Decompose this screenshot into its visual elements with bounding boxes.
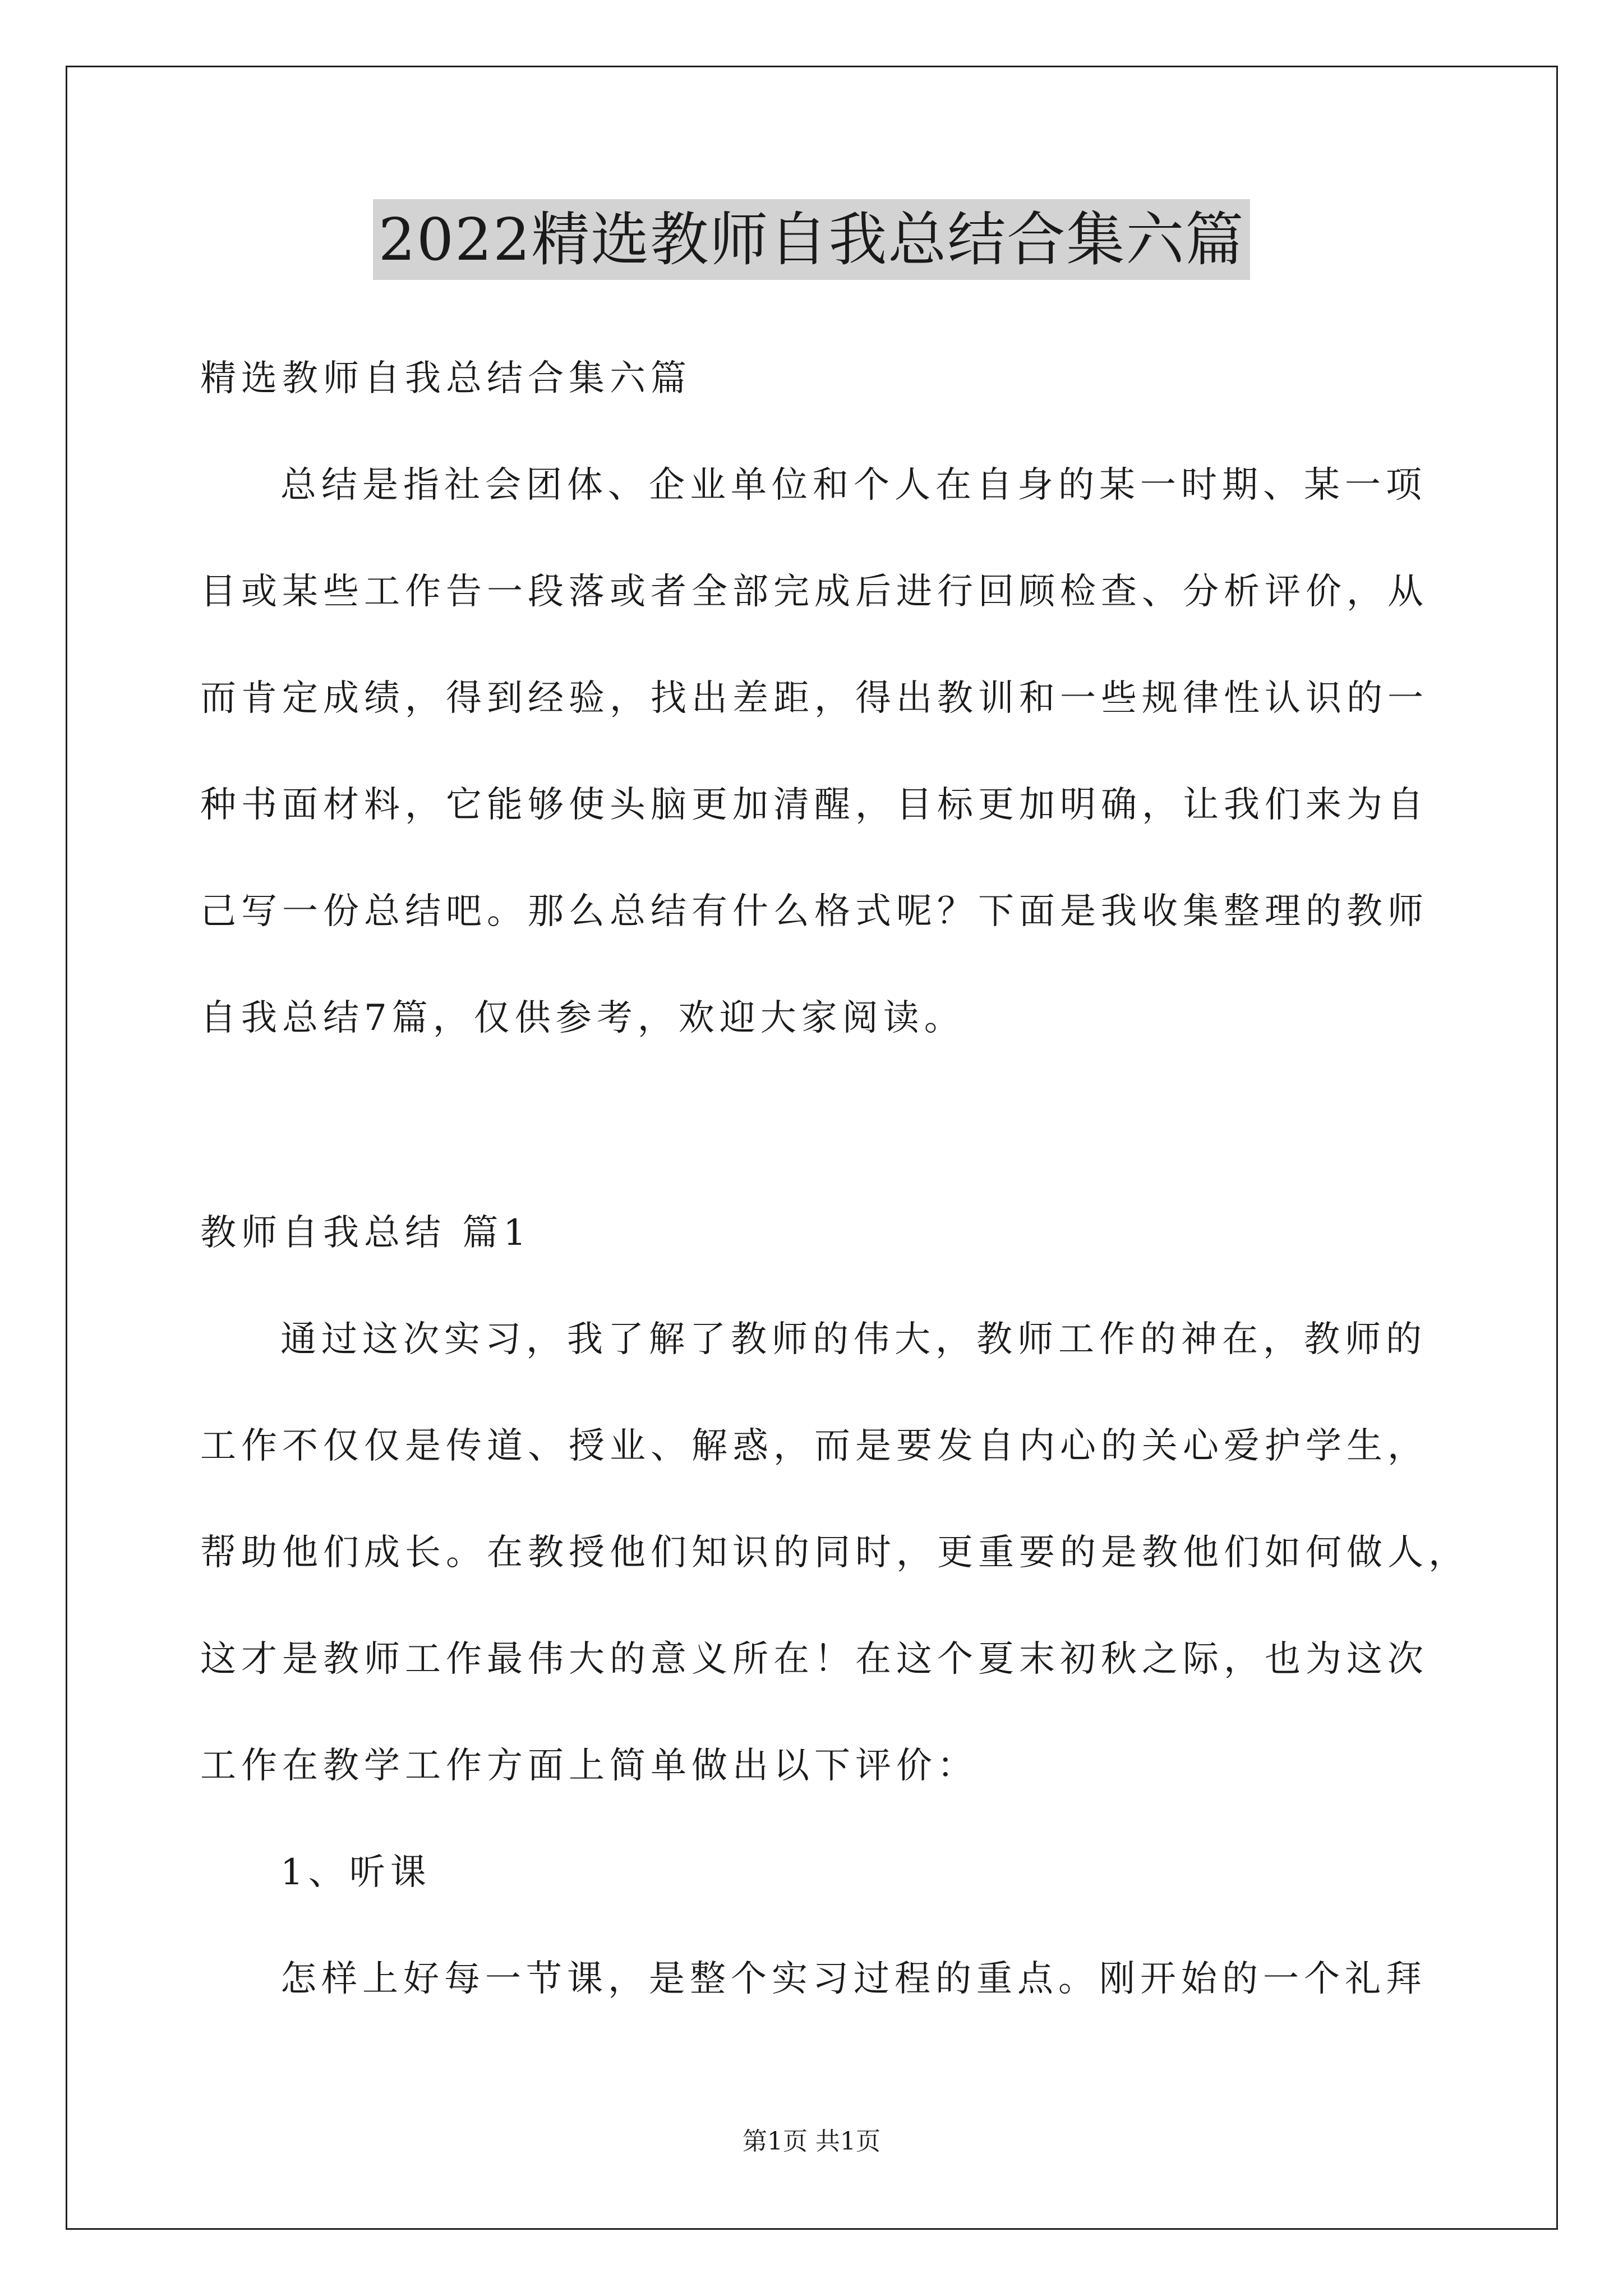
section-heading: 教师自我总结 篇1	[200, 1212, 532, 1254]
item-line: 怎样上好每一节课，是整个实习过程的重点。刚开始的一个礼拜	[280, 1958, 1427, 2000]
section-line: 通过这次实习，我了解了教师的伟大，教师工作的神在，教师的	[280, 1319, 1427, 1360]
intro-line: 总结是指社会团体、企业单位和个人在自身的某一时期、某一项	[280, 464, 1427, 506]
title-container	[0, 199, 1623, 280]
page-footer: 第1页 共1页	[743, 2127, 880, 2156]
section-line: 帮助他们成长。在教授他们知识的同时，更重要的是教他们如何做人，	[200, 1532, 1469, 1573]
intro-line: 目或某些工作告一段落或者全部完成后进行回顾检查、分析评价，从	[200, 571, 1428, 613]
section-line: 工作不仅仅是传道、授业、解惑，而是要发自内心的关心爱护学生，	[200, 1425, 1428, 1467]
item-heading: 1、听课	[280, 1852, 431, 1893]
intro-line: 自我总结7篇，仅供参考，欢迎大家阅读。	[200, 997, 965, 1039]
document-subtitle: 精选教师自我总结合集六篇	[200, 358, 691, 399]
section-line: 工作在教学工作方面上简单做出以下评价：	[200, 1745, 978, 1787]
intro-line: 而肯定成绩，得到经验，找出差距，得出教训和一些规律性认识的一	[200, 678, 1428, 719]
intro-line: 种书面材料，它能够使头脑更加清醒，目标更加明确，让我们来为自	[200, 784, 1428, 826]
section-line: 这才是教师工作最伟大的意义所在！在这个夏末初秋之际，也为这次	[200, 1639, 1428, 1680]
intro-line: 己写一份总结吧。那么总结有什么格式呢？下面是我收集整理的教师	[200, 891, 1428, 932]
document-title: 2022精选教师自我总结合集六篇	[373, 199, 1251, 280]
